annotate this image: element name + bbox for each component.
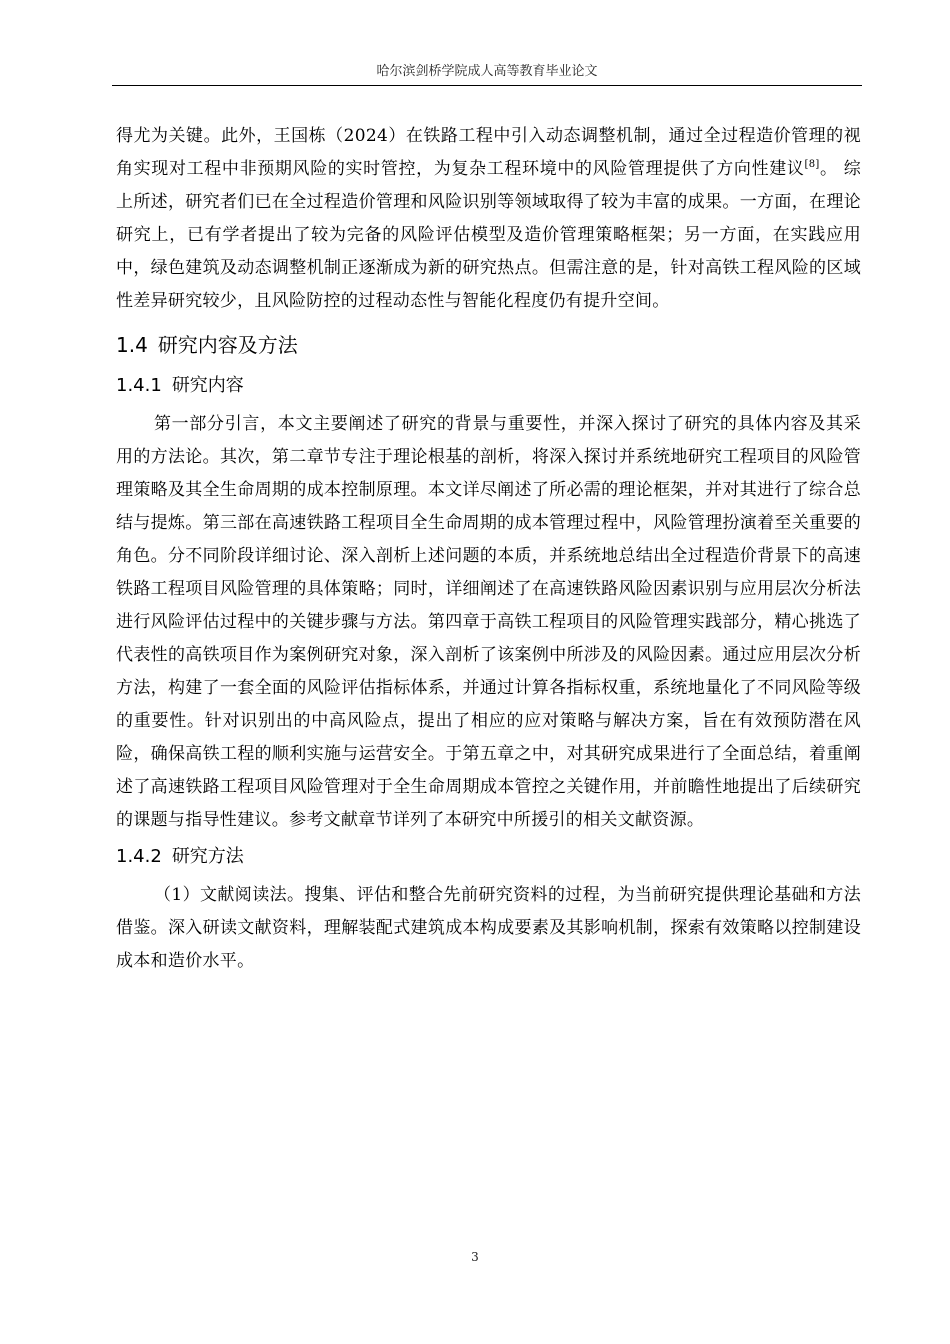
subsection-heading-1-4-2 [116, 841, 861, 873]
page-number: 3 [471, 1250, 479, 1264]
page-content [116, 120, 861, 978]
section-number: 1.4 [116, 333, 148, 357]
subsection-number: 1.4.2 [116, 846, 162, 867]
page-header: 哈尔滨剑桥学院成人高等教育毕业论文 [376, 64, 598, 79]
citation-reference: [8] [804, 159, 820, 170]
subsection-number: 1.4.1 [116, 375, 162, 396]
subsection-title: 研究方法 [171, 846, 244, 867]
subsection-title: 研究内容 [171, 375, 244, 396]
section-title: 研究内容及方法 [157, 333, 298, 357]
header-divider [112, 85, 862, 86]
paragraph-text: 。 综上所述，研究者们已在全过程造价管理和风险识别等领域取得了较为丰富的成果。一方面，在理论研究上，已有学者提出了较为完备的风险评估模型及造价管理策略框架；另一方面，在实践应用中，绿色建筑及动态调整机制正逐渐成为新的研究热点。但需注意的是，针对高铁工程风险的区域性差异研究较少，且风险防控的过程动态性与智能化程度仍有提升空间。 [116, 159, 861, 311]
subsection-heading-1-4-1 [116, 370, 861, 402]
paragraph-text: 得尤为关键。此外，王国栋（2024）在铁路工程中引入动态调整机制，通过全过程造价管理的视角实现对工程中非预期风险的实时管控，为复杂工程环境中的风险管理提供了方向性建议 [116, 126, 861, 179]
paragraph-research-content: 第一部分引言，本文主要阐述了研究的背景与重要性，并深入探讨了研究的具体内容及其采用的方法论。其次，第二章节专注于理论根基的剖析，将深入探讨并系统地研究工程项目的风险管理策略及其全生命周期的成本控制原理。本文详尽阐述了所必需的理论框架，并对其进行了综合总结与提炼。第三部在高速铁路工程项目全生命周期的成本管理过程中，风险管理扮演着至关重要的角色。分不同阶段详细讨论、深入剖析上述问题的本质，并系统地总结出全过程造价背景下的高速铁路工程项目风险管理的具体策略；同时，详细阐述了在高速铁路风险因素识别与应用层次分析法进行风险评估过程中的关键步骤与方法。第四章于高铁工程项目的风险管理实践部分，精心挑选了代表性的高铁项目作为案例研究对象，深入剖析了该案例中所涉及的风险因素。通过应用层次分析方法，构建了一套全面的风险评估指标体系，并通过计算各指标权重，系统地量化了不同风险等级的重要性。针对识别出的中高风险点，提出了相应的应对策略与解决方案，旨在有效预防潜在风险，确保高铁工程的顺利实施与运营安全。于第五章之中，对其研究成果进行了全面总结，着重阐述了高速铁路工程项目风险管理对于全生命周期成本管控之关键作用，并前瞻性地提出了后续研究的课题与指导性建议。参考文献章节详列了本研究中所援引的相关文献资源。 [116, 414, 861, 830]
paragraph-research-methods: （1）文献阅读法。搜集、评估和整合先前研究资料的过程，为当前研究提供理论基础和方法借鉴。深入研读文献资料，理解装配式建筑成本构成要素及其影响机制，探索有效策略以控制建设成本和造价水平。 [116, 885, 861, 971]
paragraph-literature-summary [116, 120, 861, 318]
section-heading-1-4 [116, 328, 861, 362]
